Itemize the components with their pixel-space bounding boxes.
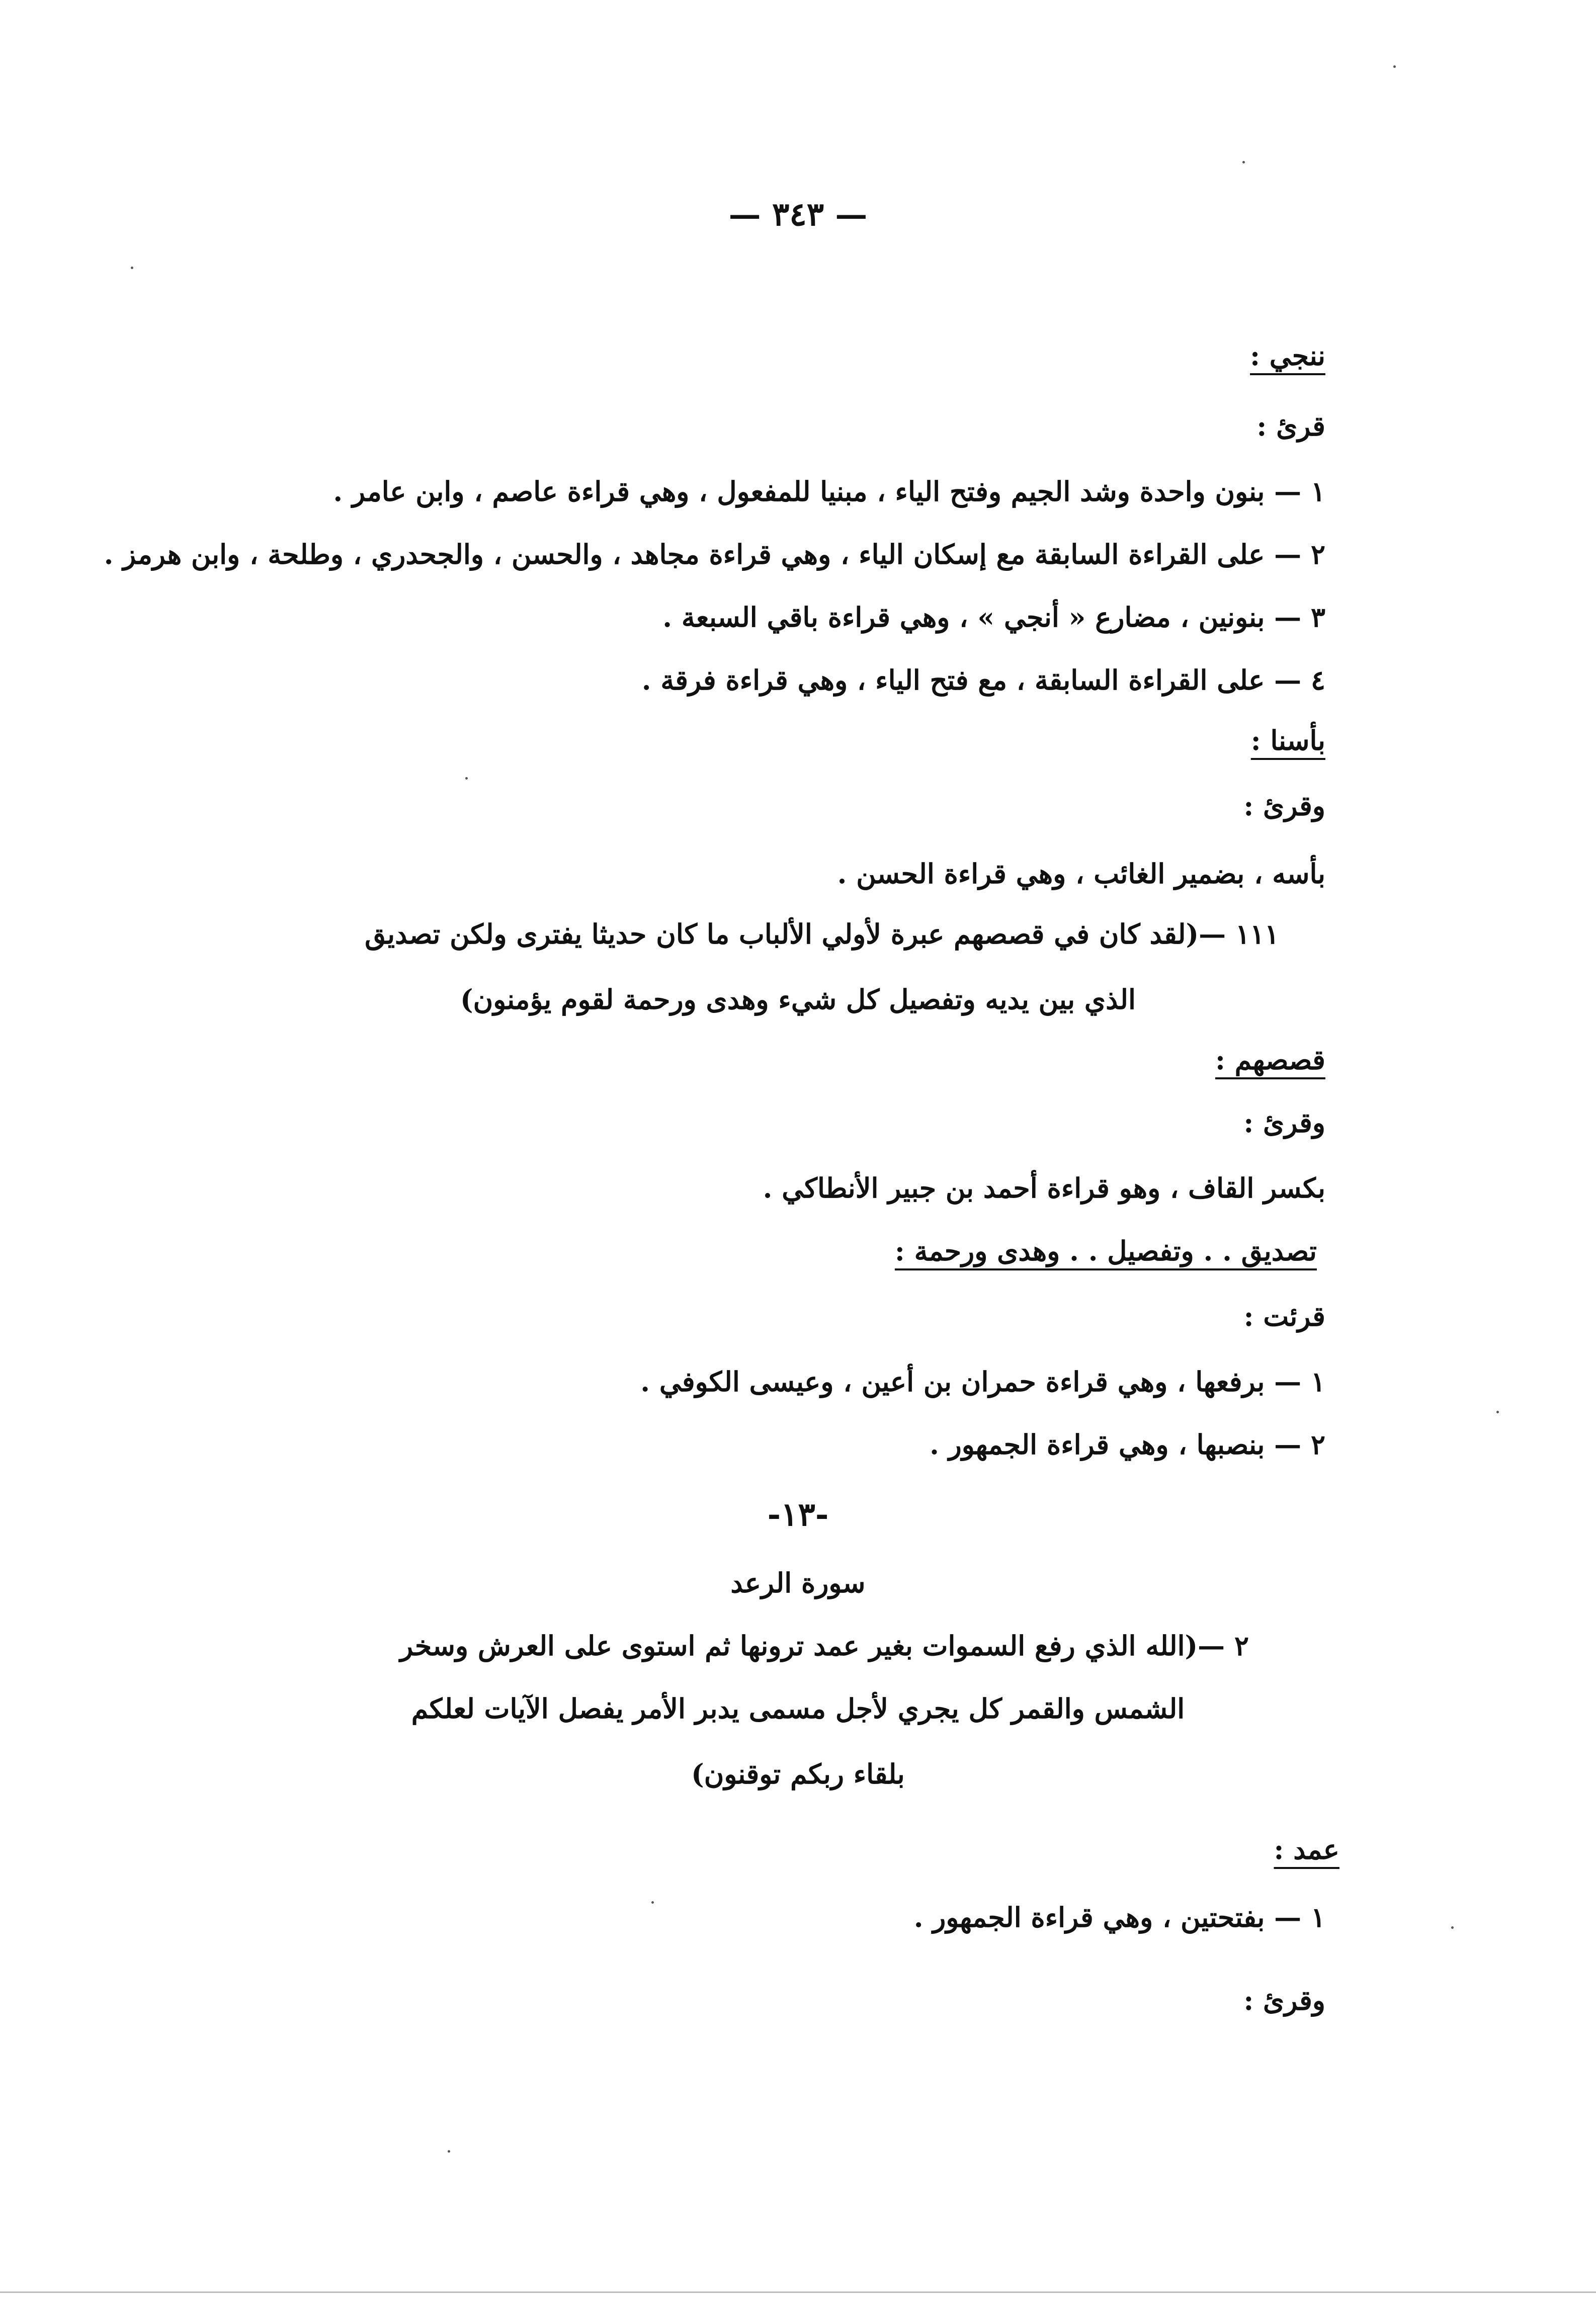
scan-speck [1393,65,1396,68]
verse-line: ١١١ —(لقد كان في قصصهم عبرة لأولي الألباب ما كان حديثا يفترى ولكن تصديق [365,918,1279,950]
reading-label: وقرئ : [1243,1984,1325,2016]
heading-word: بأسنا : [1250,724,1325,756]
reading-label: قرئت : [1243,1300,1325,1332]
verse-line: الشمس والقمر كل يجري لأجل مسمى يدبر الأمر يفصل الآيات لعلكم [411,1692,1185,1725]
heading-word: قصصهم : [1215,1044,1325,1076]
reading-label: وقرئ : [1243,1107,1325,1139]
reading-label: قرئ : [1256,410,1325,442]
scan-speck [1242,161,1245,163]
scan-speck [651,1901,654,1904]
page-number: — ٣٤٣ — [728,196,868,233]
reading-item: بأسه ، بضمير الغائب ، وهي قراءة الحسن . [837,858,1325,890]
surah-title: سورة الرعد [730,1567,866,1599]
verse-line: بلقاء ربكم توقنون) [691,1758,905,1790]
scan-speck [465,777,468,780]
reading-item: بكسر القاف ، وهو قراءة أحمد بن جبير الأنطاكي . [763,1172,1325,1204]
scan-speck [131,267,133,269]
reading-item: ٢ — على القراءة السابقة مع إسكان الياء ، وهي قراءة مجاهد ، والحسن ، والجحدري ، وطلحة ، وابن هرمز . [104,538,1325,570]
reading-item: ٤ — على القراءة السابقة ، مع فتح الياء ، وهي قراءة فرقة . [641,664,1325,696]
reading-item: ٢ — بنصبها ، وهي قراءة الجمهور . [930,1428,1325,1461]
heading-word: عمد : [1274,1833,1339,1865]
reading-label: وقرئ : [1243,790,1325,822]
page-bottom-edge [0,2291,1596,2293]
verse-line: الذي بين يديه وتفصيل كل شيء وهدى ورحمة لقوم يؤمنون) [460,983,1136,1015]
reading-item: ١ — برفعها ، وهي قراءة حمران بن أعين ، وعيسى الكوفي . [640,1366,1325,1398]
heading-phrase: تصديق . . وتفصيل . . وهدى ورحمة : [894,1235,1317,1267]
heading-word: ننجي : [1250,339,1325,372]
scan-speck [448,2150,450,2153]
reading-item: ١ — بنون واحدة وشد الجيم وفتح الياء ، مبنيا للمفعول ، وهي قراءة عاصم ، وابن عامر . [333,475,1325,507]
scan-speck [1496,1411,1499,1413]
chapter-number: -١٣- [767,1496,829,1534]
scan-speck [1451,1926,1454,1929]
verse-line: ٢ —(الله الذي رفع السموات بغير عمد ترونها ثم استوى على العرش وسخر [400,1630,1249,1662]
reading-item: ٣ — بنونين ، مضارع « أنجي » ، وهي قراءة باقي السبعة . [662,601,1325,633]
reading-item: ١ — بفتحتين ، وهي قراءة الجمهور . [913,1901,1325,1933]
